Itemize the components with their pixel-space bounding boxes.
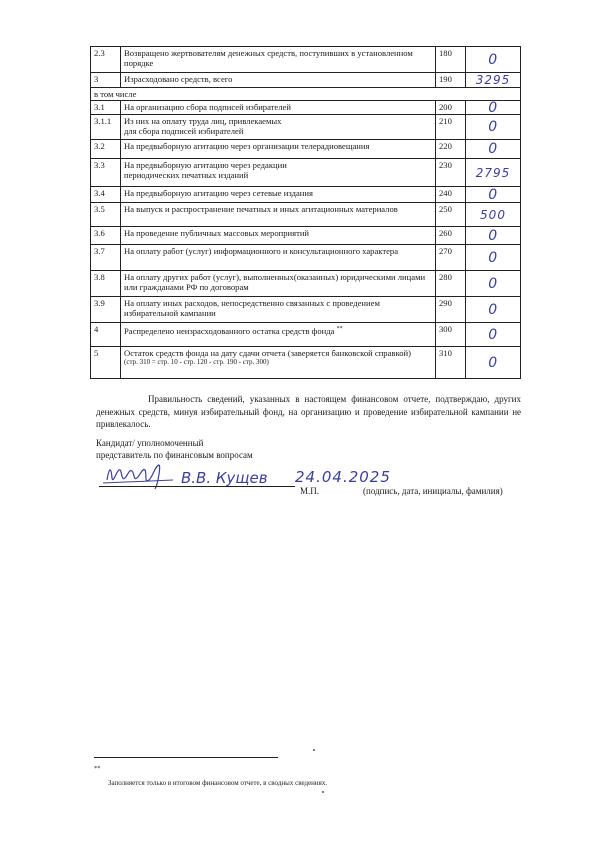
row-number: 5 <box>91 347 121 379</box>
row-value <box>466 47 521 73</box>
row-number: 3.7 <box>91 245 121 271</box>
stamp-label: М.П. <box>300 486 320 496</box>
row-value <box>466 347 521 379</box>
table-row <box>91 140 521 159</box>
row-value <box>466 115 521 140</box>
row-number: 3.5 <box>91 203 121 227</box>
table-row <box>91 159 521 187</box>
row-number: 3.4 <box>91 187 121 203</box>
row-name <box>121 323 436 347</box>
handwritten-value: 0 <box>488 227 498 244</box>
handwritten-value: 0 <box>488 186 498 203</box>
footnote-text: Заполняется только в итоговом финансовом отчете, в сводных сведениях. <box>108 779 328 787</box>
row-number: 2.3 <box>91 47 121 73</box>
row-name: Возвращено жертвователям денежных средств, поступивших в установленном порядке <box>121 47 436 73</box>
confirmation-paragraph: Правильность сведений, указанных в настоящем финансовом отчете, подтверждаю, других денежных средств, минуя избирательный фонд, на организацию и проведение избирательной кампании не привлекалось. <box>96 394 521 429</box>
table-row <box>91 347 521 379</box>
footnote-mark: ** <box>94 765 101 772</box>
subheader-row <box>91 88 521 101</box>
row-name-line-1: На предвыборную агитацию через редакции <box>124 160 287 170</box>
handwritten-value: 500 <box>480 207 506 222</box>
row-number: 4 <box>91 323 121 347</box>
handwritten-value: 0 <box>488 354 498 371</box>
row-value <box>466 159 521 187</box>
table-row <box>91 245 521 271</box>
row-number: 3.9 <box>91 297 121 323</box>
table-row <box>91 203 521 227</box>
row-value <box>466 203 521 227</box>
signature-date: 24.04.2025 <box>295 468 391 486</box>
footnote-reference: ** <box>336 326 343 332</box>
row-code: 210 <box>436 115 466 140</box>
handwritten-value: 0 <box>488 100 498 115</box>
handwritten-value: 0 <box>488 275 498 292</box>
handwritten-value: 0 <box>488 119 498 135</box>
table-row <box>91 47 521 73</box>
table-row <box>91 115 521 140</box>
scan-speck <box>322 791 324 793</box>
row-number: 3.3 <box>91 159 121 187</box>
row-code: 300 <box>436 323 466 347</box>
table-row <box>91 271 521 297</box>
row-value <box>466 297 521 323</box>
row-name-line-1: Из них на оплату труда лиц, привлекаемых <box>124 116 282 126</box>
row-name: На оплату иных расходов, непосредственно связанных с проведением избирательной кампании <box>121 297 436 323</box>
table-row <box>91 227 521 245</box>
row-code: 280 <box>436 271 466 297</box>
row-number: 3.2 <box>91 140 121 159</box>
row-name: На проведение публичных массовых мероприятий <box>121 227 436 245</box>
signature-line <box>99 486 295 487</box>
table-row <box>91 187 521 203</box>
scan-speck <box>313 749 315 751</box>
row-number: 3.1.1 <box>91 115 121 140</box>
row-code: 290 <box>436 297 466 323</box>
row-code: 260 <box>436 227 466 245</box>
row-code: 190 <box>436 73 466 88</box>
row-value <box>466 140 521 159</box>
row-value <box>466 101 521 115</box>
row-name-text: Распределено неизрасходованного остатка средств фонда <box>124 325 335 336</box>
row-name <box>121 347 436 379</box>
handwritten-value: 0 <box>488 301 498 318</box>
subheader-text: в том числе <box>91 88 521 101</box>
table-row <box>91 323 521 347</box>
row-value <box>466 187 521 203</box>
row-code: 200 <box>436 101 466 115</box>
row-value <box>466 245 521 271</box>
row-name <box>121 159 436 187</box>
row-name <box>121 115 436 140</box>
row-name-text: Остаток средств фонда на дату сдачи отчета (заверяется банковской справкой) <box>124 348 411 358</box>
row-value <box>466 271 521 297</box>
handwritten-value: 0 <box>488 249 498 266</box>
finance-table <box>90 46 521 379</box>
handwritten-value: 0 <box>488 141 498 157</box>
formula-text: (стр. 310 = стр. 10 - стр. 120 - стр. 190 - стр. 300) <box>124 358 269 366</box>
row-name: На оплату работ (услуг) информационного и консультационного характера <box>121 245 436 271</box>
table-row <box>91 101 521 115</box>
signature-legend: (подпись, дата, инициалы, фамилия) <box>363 486 503 496</box>
handwritten-value: 0 <box>488 326 498 343</box>
row-code: 180 <box>436 47 466 73</box>
row-code: 250 <box>436 203 466 227</box>
row-number: 3.8 <box>91 271 121 297</box>
row-value <box>466 73 521 88</box>
row-name: На оплату других работ (услуг), выполненных(оказанных) юридическими лицами или гражданами РФ по договорам <box>121 271 436 297</box>
row-number: 3.1 <box>91 101 121 115</box>
signature-initials: В.В. Кущев <box>181 469 268 487</box>
row-name: На выпуск и распространение печатных и иных агитационных материалов <box>121 203 436 227</box>
footnote-separator <box>94 757 278 758</box>
row-number: 3 <box>91 73 121 88</box>
row-name: Израсходовано средств, всего <box>121 73 436 88</box>
row-name: На предвыборную агитацию через организации телерадиовещания <box>121 140 436 159</box>
row-name: На предвыборную агитацию через сетевые издания <box>121 187 436 203</box>
row-name-line-2: для сбора подписей избирателей <box>124 126 244 136</box>
row-value <box>466 227 521 245</box>
row-number: 3.6 <box>91 227 121 245</box>
candidate-label-line-1: Кандидат/ уполномоченный <box>96 438 204 448</box>
handwritten-value: 3295 <box>475 73 511 87</box>
table-row <box>91 297 521 323</box>
row-value <box>466 323 521 347</box>
row-code: 220 <box>436 140 466 159</box>
row-code: 310 <box>436 347 466 379</box>
handwritten-value: 2795 <box>475 165 511 180</box>
row-code: 230 <box>436 159 466 187</box>
row-code: 240 <box>436 187 466 203</box>
candidate-label-line-2: представитель по финансовым вопросам <box>96 450 253 460</box>
table-row <box>91 73 521 88</box>
row-name-line-2: периодических печатных изданий <box>124 170 249 180</box>
row-name: На организацию сбора подписей избирателей <box>121 101 436 115</box>
handwritten-value: 0 <box>488 51 498 68</box>
row-code: 270 <box>436 245 466 271</box>
